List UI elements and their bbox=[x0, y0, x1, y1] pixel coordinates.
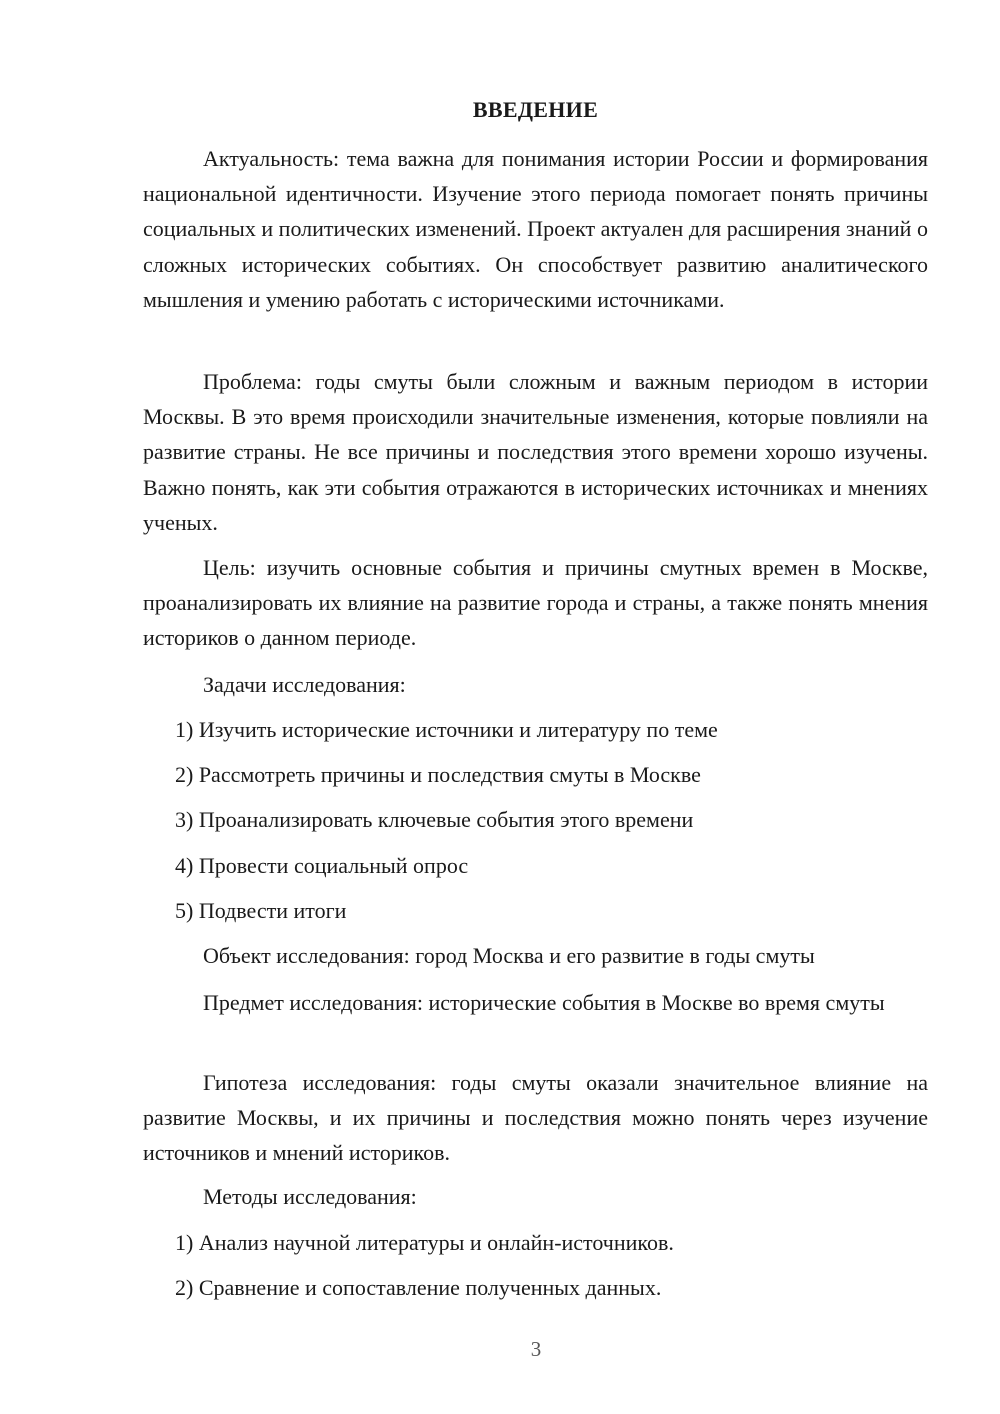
page-number: 3 bbox=[530, 1337, 542, 1361]
subject-paragraph: Предмет исследования: исторические события в Москве во время смуты bbox=[203, 990, 885, 1015]
tasks-label: Задачи исследования: bbox=[203, 672, 406, 697]
object-line: Объект исследования: город Москва и его развитие в годы смуты bbox=[203, 943, 815, 968]
page-title: ВВЕДЕНИЕ bbox=[472, 97, 599, 122]
task-item: 5) Подвести итоги bbox=[175, 898, 347, 923]
task-item: 1) Изучить исторические источники и литературу по теме bbox=[175, 717, 718, 742]
task-item: 2) Рассмотреть причины и последствия смуты в Москве bbox=[175, 762, 701, 787]
relevance-paragraph: Актуальность: тема важна для понимания истории России и формирования национальной идентичности. Изучение этого периода помогает понять причины социальных и политических изменений. Проект актуален для расширения знаний о сложных исторических событиях. Он способствует развитию аналитического мышления и умению работать с историческими источниками. bbox=[143, 146, 928, 312]
method-item: 2) Сравнение и сопоставление полученных данных. bbox=[175, 1275, 662, 1300]
problem-paragraph: Проблема: годы смуты были сложным и важным периодом в истории Москвы. В это время происходили значительные изменения, которые повлияли на развитие страны. Не все причины и последствия этого времени хорошо изучены. Важно понять, как эти события отражаются в исторических источниках и мнениях ученых. bbox=[143, 369, 928, 535]
goal-paragraph: Цель: изучить основные события и причины смутных времен в Москве, проанализировать их влияние на развитие города и страны, а также понять мнения историков о данном периоде. bbox=[143, 555, 928, 651]
task-item: 3) Проанализировать ключевые события этого времени bbox=[175, 807, 694, 832]
method-item: 1) Анализ научной литературы и онлайн-источников. bbox=[175, 1230, 674, 1255]
task-item: 4) Провести социальный опрос bbox=[175, 853, 469, 878]
methods-label: Методы исследования: bbox=[203, 1184, 417, 1209]
hypothesis-paragraph: Гипотеза исследования: годы смуты оказали значительное влияние на развитие Москвы, и их причины и последствия можно понять через изучение источников и мнений историков. bbox=[143, 1070, 928, 1166]
